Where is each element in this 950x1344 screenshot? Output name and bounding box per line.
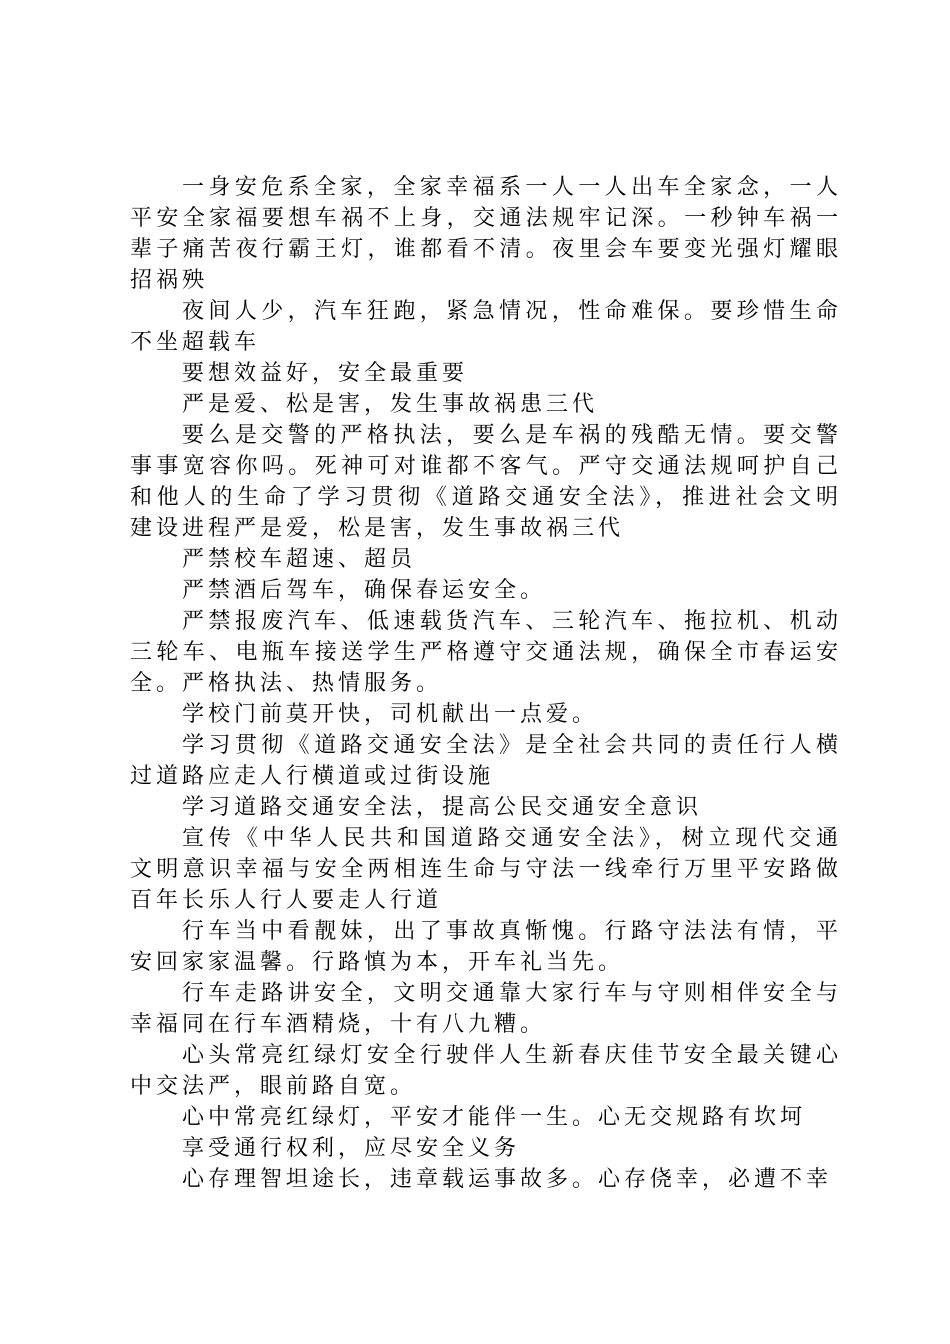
paragraph: 要么是交警的严格执法，要么是车祸的残酷无情。要交警事事宽容你吗。死神可对谁都不客气。严守交通法规呵护自己和他人的生命了学习贯彻《道路交通安全法》，推进社会文明建设进程严是爱，松是害，发生事故祸三代	[130, 423, 842, 541]
paragraph: 心头常亮红绿灯安全行驶伴人生新春庆佳节安全最关键心中交法严，眼前路自宽。	[130, 1043, 842, 1099]
paragraph: 心中常亮红绿灯，平安才能伴一生。心无交规路有坎坷	[182, 1105, 807, 1130]
paragraph: 严禁酒后驾车，确保春运安全。	[182, 578, 547, 603]
paragraph: 一身安危系全家，全家幸福系一人一人出车全家念，一人平安全家福要想车祸不上身，交通法规牢记深。一秒钟车祸一辈子痛苦夜行霸王灯，谁都看不清。夜里会车要变光强灯耀眼招祸殃	[130, 175, 842, 293]
paragraph: 学习贯彻《道路交通安全法》是全社会共同的责任行人横过道路应走人行横道或过街设施	[130, 733, 842, 789]
paragraph: 严禁报废汽车、低速载货汽车、三轮汽车、拖拉机、机动三轮车、电瓶车接送学生严格遵守交通法规，确保全市春运安全。严格执法、热情服务。	[130, 609, 842, 696]
paragraph: 宣传《中华人民共和国道路交通安全法》，树立现代交通文明意识幸福与安全两相连生命与守法一线牵行万里平安路做百年长乐人行人要走人行道	[130, 826, 842, 913]
paragraph: 严是爱、松是害，发生事故祸患三代	[182, 392, 599, 417]
paragraph: 享受通行权利，应尽安全义务	[182, 1136, 521, 1161]
paragraph: 严禁校车超速、超员	[182, 547, 417, 572]
paragraph: 学习道路交通安全法，提高公民交通安全意识	[182, 795, 703, 820]
document-body	[130, 172, 842, 1195]
paragraph: 行车当中看靓妹，出了事故真惭愧。行路守法法有情，平安回家家温馨。行路慎为本，开车礼当先。	[130, 919, 842, 975]
paragraph: 要想效益好，安全最重要	[182, 361, 469, 386]
paragraph: 行车走路讲安全，文明交通靠大家行车与守则相伴安全与幸福同在行车酒精烧，十有八九糟。	[130, 981, 842, 1037]
paragraph: 心存理智坦途长，违章载运事故多。心存侥幸，必遭不幸	[182, 1167, 833, 1192]
paragraph: 学校门前莫开快，司机献出一点爱。	[182, 702, 599, 727]
paragraph: 夜间人少，汽车狂跑，紧急情况，性命难保。要珍惜生命不坐超载车	[130, 299, 842, 355]
